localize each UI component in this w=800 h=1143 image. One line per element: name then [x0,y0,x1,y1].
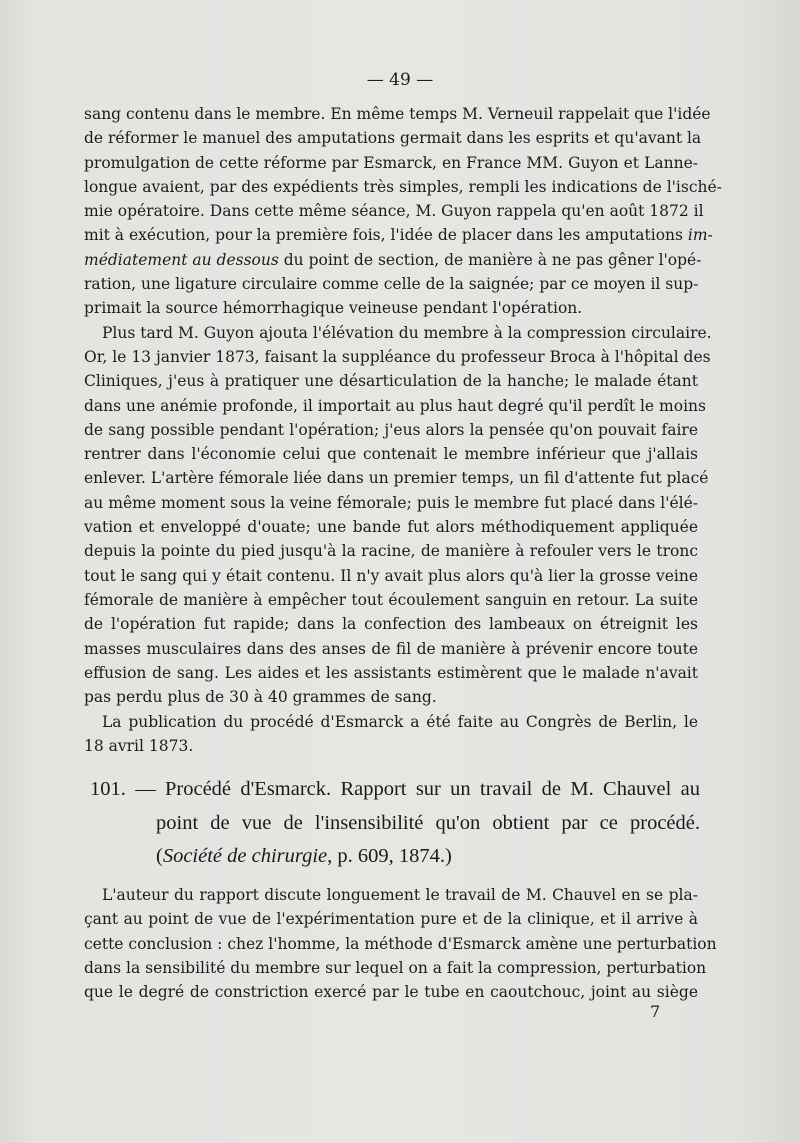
text-segment: ( [156,845,163,867]
paragraph-publication [84,710,698,759]
text-line: masses musculaires dans des anses de fil de manière à prévenir encore toute [84,639,698,658]
italic-text: Société de chirurgie [162,845,328,867]
section-heading-101 [90,773,700,874]
signature-mark: 7 [650,1002,661,1021]
text-line [84,248,702,272]
text-line: cette conclusion : chez l'homme, la méthode d'Esmarck amène une perturbation [84,934,717,953]
text-line: dans la sensibilité du membre sur lequel on a fait la compression, perturbation [84,958,707,977]
heading-line: point de vue de l'insensibilité qu'on obtient par ce procédé. [156,811,700,834]
heading-line: 101. — Procédé d'Esmarck. Rapport sur un travail de M. Chauvel au [90,778,700,800]
text-line: de sang possible pendant l'opération; j'eus alors la pensée qu'on pouvait faire [84,420,698,439]
text-segment: mit à exécution, pour la première fois, l'idée de placer dans les amputations [84,226,688,245]
text-line: çant au point de vue de l'expérimentation pure et de la clinique, et il arrive à [84,910,698,929]
text-line: effusion de sang. Les aides et les assistants estimèrent que le malade n'avait [84,663,698,682]
text-line: tout le sang qui y était contenu. Il n'y avait plus alors qu'à lier la grosse veine [84,566,698,585]
text-line: longue avaient, par des expédients très simples, rempli les indications de l'isché- [84,177,722,196]
text-line: primait la source hémorrhagique veineuse pendant l'opération. [84,299,583,318]
text-line: Or, le 13 janvier 1873, faisant la suppléance du professeur Broca à l'hôpital des [84,347,711,366]
text-line: sang contenu dans le membre. En même temps M. Verneuil rappelait que l'idée [84,105,711,123]
text-line [84,223,713,247]
text-line: Plus tard M. Guyon ajouta l'élévation du membre à la compression circulaire. [102,323,712,342]
paragraph-verneuil [84,102,722,321]
text-segment: du point de section, de manière à ne pas gêner l'opé- [278,250,702,269]
text-line: Cliniques, j'eus à pratiquer une désarticulation de la hanche; le malade étant [84,372,698,391]
text-line: L'auteur du rapport discute longuement le travail de M. Chauvel en se pla- [102,886,698,904]
text-segment: , p. 609, 1874.) [327,845,452,867]
text-line: au même moment sous la veine fémorale; puis le membre fut placé dans l'élé- [84,493,698,512]
text-line: fémorale de manière à empêcher tout écoulement sanguin en retour. La suite [84,590,698,609]
paragraph-rapport [84,883,717,1004]
text-line: de réformer le manuel des amputations germait dans les esprits et qu'avant la [84,129,702,148]
text-line: rentrer dans l'économie celui que contenait le membre inférieur que j'allais [84,445,698,464]
text-line: dans une anémie profonde, il importait au plus haut degré qu'il perdît le moins [84,396,706,415]
text-line: pas perdu plus de 30 à 40 grammes de sang. [84,688,437,707]
text-line: de l'opération fut rapide; dans la confection des lambeaux on étreignit les [84,615,698,634]
text-line: que le degré de constriction exercé par le tube en caoutchouc, joint au siège [84,983,698,1002]
paragraph-guyon-broca [84,321,712,710]
text-line: enlever. L'artère fémorale liée dans un premier temps, un fil d'attente fut placé [84,469,709,488]
page-number: — 49 — [366,70,434,90]
italic-text: im- [687,226,713,245]
text-line: depuis la pointe du pied jusqu'à la racine, de manière à refouler vers le tronc [84,542,698,561]
text-line: ration, une ligature circulaire comme celle de la saignée; par ce moyen il sup- [84,275,699,294]
heading-line [90,840,700,874]
text-line: 18 avril 1873. [84,736,194,755]
text-line: La publication du procédé d'Esmarck a été faite au Congrès de Berlin, le [102,712,698,731]
text-line: mie opératoire. Dans cette même séance, M. Guyon rappela qu'en août 1872 il [84,202,704,221]
italic-text: médiatement au dessous [84,250,279,269]
text-line: vation et enveloppé d'ouate; une bande fut alors méthodiquement appliquée [84,518,698,537]
text-line: promulgation de cette réforme par Esmarck, en France MM. Guyon et Lanne- [84,153,698,172]
